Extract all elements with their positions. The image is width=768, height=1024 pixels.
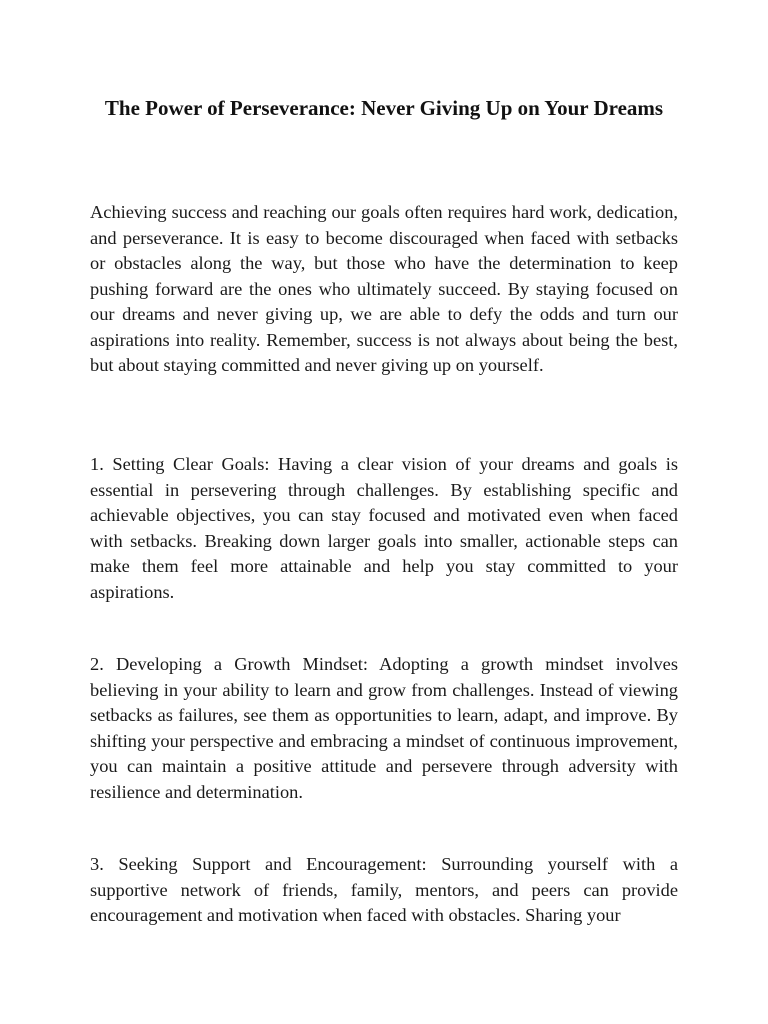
section-paragraph-setting-clear-goals: 1. Setting Clear Goals: Having a clear vision of your dreams and goals is essential in persevering through challenges. By establishing specific and achievable objectives, you can stay focused and motivated even when faced with setbacks. Breaking down larger goals into smaller, actionable steps can make them feel more attainable and help you stay committed to your aspirations. [90,454,678,602]
section-paragraph-growth-mindset: 2. Developing a Growth Mindset: Adopting a growth mindset involves believing in your ability to learn and grow from challenges. Instead of viewing setbacks as failures, see them as opportunities to learn, adapt, and improve. By shifting your perspective and embracing a mindset of continuous improvement, you can maintain a positive attitude and persevere through adversity with resilience and determination. [90,654,678,802]
section-paragraph-seeking-support: 3. Seeking Support and Encouragement: Surrounding yourself with a supportive network of friends, family, mentors, and peers can provide encouragement and motivation when faced with obstacles. Sharing your [90,854,678,925]
document-title: The Power of Perseverance: Never Giving Up on Your Dreams [104,96,664,120]
intro-paragraph: Achieving success and reaching our goals often requires hard work, dedication, and perseverance. It is easy to become discouraged when faced with setbacks or obstacles along the way, but those who have the determination to keep pushing forward are the ones who ultimately succeed. By staying focused on our dreams and never giving up, we are able to defy the odds and turn our aspirations into reality. Remember, success is not always about being the best, but about staying committed and never giving up on yourself. [90,202,678,375]
